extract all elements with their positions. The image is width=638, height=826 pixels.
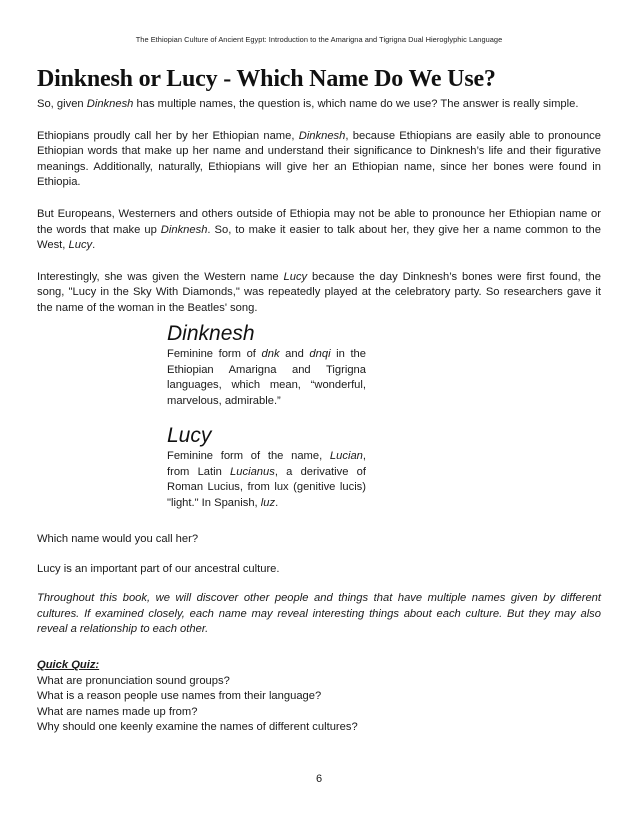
running-header: The Ethiopian Culture of Ancient Egypt: Introduction to the Amarigna and Tigrigna Dual Hieroglyphic Language	[135, 35, 503, 44]
definition-term: Lucy	[167, 424, 212, 447]
term-lucy: Lucy	[68, 239, 93, 252]
quiz-question: What is a reason people use names from their language?	[37, 690, 322, 703]
term-dinknesh: Dinknesh	[86, 98, 134, 110]
definition-lucy	[167, 424, 366, 511]
quick-quiz	[37, 658, 601, 736]
definition-text: Feminine form of the name, Lucian, from Latin Lucianus, a derivative of Roman Lucius, from lux (genitive lucis) "light." In Spanish, luz.	[167, 450, 366, 509]
quiz-question: Why should one keenly examine the names of different cultures?	[37, 721, 358, 734]
paragraph-europeans: But Europeans, Westerners and others outside of Ethiopia may not be able to pronounce her Ethiopian name or the words that make up Dinknesh. So, to make it easier to talk about her, they give her a name common to the West, Lucy.	[37, 207, 601, 252]
definition-dinknesh	[167, 322, 366, 409]
quiz-question: What are pronunciation sound groups?	[37, 674, 230, 687]
closing-section	[37, 532, 601, 652]
page-title: Dinknesh or Lucy - Which Name Do We Use?	[37, 66, 496, 92]
quiz-heading: Quick Quiz:	[37, 659, 100, 671]
term-lucy: Lucy	[283, 270, 308, 283]
term-dinknesh: Dinknesh	[160, 223, 208, 236]
definition-term: Dinknesh	[167, 322, 255, 345]
paragraph-interestingly: Interestingly, she was given the Western name Lucy because the day Dinknesh’s bones were first found, the song, "Lucy in the Sky With Diamonds," was repeatedly played at the celebratory party. So researchers gave it the name of the woman in the Beatles' song.	[37, 270, 601, 314]
paragraph-ethiopians: Ethiopians proudly call her by her Ethiopian name, Dinknesh, because Ethiopians are easily able to pronounce Ethiopian words that make up her name and understand their significance to Dinknesh’s life and their figurative meanings. Additionally, naturally, Ethiopians will give her an Ethiopian name, since her bones were found in Ethiopia.	[37, 129, 601, 189]
quiz-question: What are names made up from?	[37, 705, 198, 718]
statement-line: Lucy is an important part of our ancestral culture.	[37, 562, 280, 575]
intro-section	[37, 97, 601, 333]
paragraph-given: So, given Dinknesh has multiple names, the question is, which name do we use? The answer is really simple.	[37, 98, 579, 110]
page-number: 6	[315, 773, 323, 785]
question-line: Which name would you call her?	[37, 533, 199, 545]
definition-text: Feminine form of dnk and dnqi in the Ethiopian Amarigna and Tigrigna languages, which mean, “wonderful, marvelous, admirable.”	[167, 348, 367, 407]
closing-paragraph: Throughout this book, we will discover other people and things that have multiple names given by different cultures. If examined closely, each name may reveal interesting things about each culture. But they may also reveal a relationship to each other.	[37, 592, 601, 636]
term-dinknesh: Dinknesh	[298, 129, 346, 142]
